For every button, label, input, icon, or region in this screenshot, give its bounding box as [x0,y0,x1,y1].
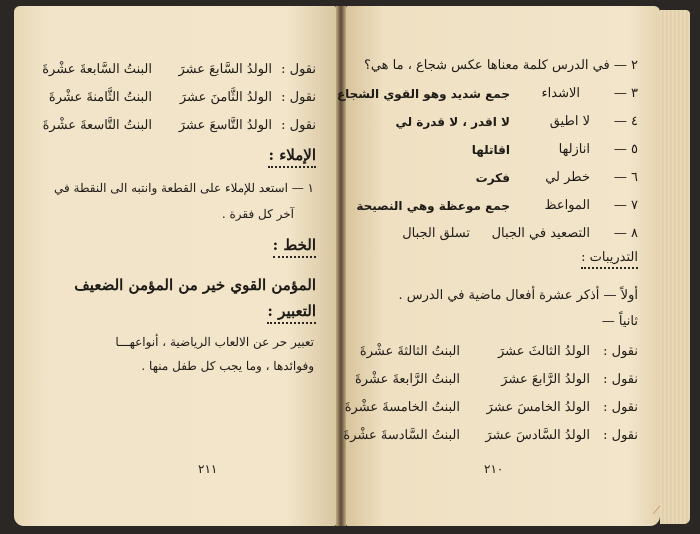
row-masculine: الولدُ الثَّامنَ عشرَ [179,90,272,105]
row-masculine: الولدُ الثالثَ عشرَ [497,344,590,359]
vocab-item [614,170,638,186]
ordinal-row [350,372,638,387]
handwriting-heading: الخط : [273,236,316,258]
vocab-number: ٨ — [613,226,638,241]
row-feminine: البنتُ الثَّامنةَ عشْرةَ [48,90,152,105]
ordinal-row [350,344,638,359]
exercise-1: أولاً — أذكر عشرة أفعال ماضية في الدرس . [398,288,638,303]
ordinal-row [343,428,638,443]
vocab-number: ٦ — [613,170,638,185]
vocab-item [614,86,638,102]
row-feminine: البنتُ التَّاسعةَ عشْرةَ [42,118,152,133]
expression-line-2: وفوائدها ، وما يجب كل طفل منها . [141,359,314,373]
expression-heading: التعبير : [267,302,316,324]
dictation-heading: الإملاء : [268,146,316,168]
row-masculine: الولدُ السَّابعَ عشرَ [178,62,272,77]
row-label: نقول : [281,90,316,105]
vocab-number: ٢ — [613,58,638,73]
vocab-item [614,114,638,130]
row-label: نقول : [603,344,638,359]
vocab-meaning: جمع موعظة وهي النصيحة [356,199,510,213]
vocab-item [614,198,638,214]
ordinal-row [42,90,316,105]
vocab-meaning: فكرت [475,171,510,185]
page-number: ٢١٠ [484,462,504,476]
vocab-number: ٣ — [613,86,638,101]
vocab-meaning: اقاتلها [471,143,510,157]
vocab-number: ٧ — [613,198,638,213]
dictation-line-2: آخر كل فقرة . [221,207,294,221]
row-feminine: البنتُ الخامسةَ عشْرةَ [344,400,460,415]
vocab-meaning: جمع شديد وهو القوي الشجاع [336,87,510,101]
row-feminine: البنتُ السَّابعةَ عشْرةَ [42,62,152,77]
expression-line-1: تعبير حر عن الالعاب الرياضية ، أنواعهـــا [115,335,314,349]
handwriting-sample: المؤمن القوي خير من المؤمن الضعيف [74,276,316,294]
vocab-item [614,142,638,158]
exercises-heading: التدريبات : [581,250,638,269]
dictation-line-1: ١ — استعد للإملاء على القطعة وانتبه الى النقطة في [53,181,314,195]
row-label: نقول : [603,400,638,415]
vocab-meaning: لا اقدر ، لا قدرة لي [395,115,510,129]
vocab-meaning: تسلق الجبال [402,226,470,241]
ordinal-row [344,400,638,415]
row-label: نقول : [281,62,316,77]
vocab-word: انازلها [558,142,590,157]
row-feminine: البنتُ الرَّابعةَ عشْرةَ [354,372,460,387]
row-masculine: الولدُ الخامسَ عشرَ [486,400,590,415]
vocab-item [614,226,638,242]
row-masculine: الولدُ السَّادسَ عشرَ [485,428,590,443]
row-label: نقول : [603,428,638,443]
vocab-number: ٤ — [613,114,638,129]
right-page [336,6,660,526]
vocab-word: لا اطيق [549,114,590,129]
exercise-2: ثانياً — [601,314,638,329]
vocab-word: خطر لي [545,170,590,185]
vocab-question: في الدرس كلمة معناها عكس شجاع ، ما هي؟ [363,58,610,73]
vocab-item [364,58,638,74]
row-feminine: البنتُ الثالثةَ عشْرةَ [359,344,460,359]
page-number: ٢١١ [198,462,218,476]
ordinal-row [42,62,316,77]
row-label: نقول : [603,372,638,387]
ordinal-row [42,118,316,133]
row-masculine: الولدُ الرَّابعَ عشرَ [501,372,590,387]
row-masculine: الولدُ التَّاسعَ عشرَ [178,118,272,133]
book-gutter [336,6,346,526]
vocab-word: التصعيد في الجبال [491,226,590,241]
row-feminine: البنتُ السَّادسةَ عشْرةَ [343,428,460,443]
vocab-word: المواعظ [544,198,590,213]
page-edges [660,10,690,524]
row-label: نقول : [281,118,316,133]
vocab-number: ٥ — [613,142,638,157]
left-page [14,6,336,526]
vocab-word: الاشداء [541,86,580,101]
